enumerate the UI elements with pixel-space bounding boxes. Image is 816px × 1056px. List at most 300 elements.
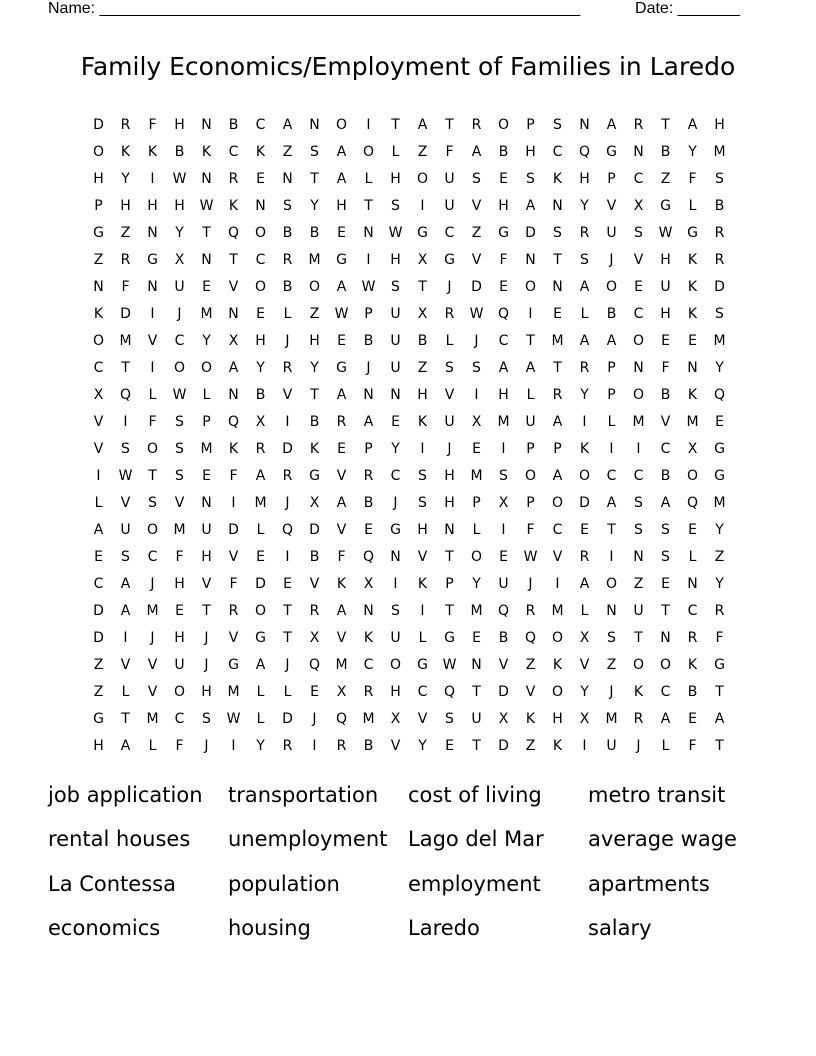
grid-letter[interactable]: G — [309, 468, 320, 484]
grid-letter[interactable]: R — [336, 738, 347, 754]
grid-letter[interactable]: O — [335, 117, 348, 133]
grid-letter[interactable]: L — [121, 684, 130, 700]
grid-letter[interactable]: G — [417, 657, 428, 673]
grid-letter[interactable]: E — [688, 333, 697, 349]
grid-letter[interactable]: O — [146, 522, 159, 538]
grid-letter[interactable]: I — [420, 603, 425, 619]
grid-letter[interactable]: R — [228, 171, 239, 187]
grid-letter[interactable]: N — [147, 225, 158, 241]
grid-letter[interactable]: C — [363, 657, 374, 673]
grid-letter[interactable]: E — [499, 279, 508, 295]
grid-letter[interactable]: X — [633, 198, 644, 214]
grid-letter[interactable]: H — [444, 468, 455, 484]
grid-letter[interactable]: M — [551, 333, 564, 349]
grid-letter[interactable]: J — [366, 360, 371, 376]
grid-letter[interactable]: Y — [310, 360, 319, 376]
grid-letter[interactable]: S — [526, 171, 535, 187]
grid-letter[interactable]: L — [283, 684, 292, 700]
grid-letter[interactable]: P — [364, 306, 373, 322]
grid-letter[interactable]: N — [444, 522, 455, 538]
grid-letter[interactable]: E — [715, 414, 724, 430]
grid-letter[interactable]: O — [308, 279, 321, 295]
grid-letter[interactable]: Y — [580, 198, 589, 214]
grid-letter[interactable]: V — [282, 387, 293, 403]
grid-letter[interactable]: S — [121, 549, 130, 565]
grid-letter[interactable]: M — [497, 414, 510, 430]
grid-letter[interactable]: F — [148, 414, 157, 430]
grid-letter[interactable]: K — [552, 171, 563, 187]
grid-letter[interactable]: P — [526, 495, 535, 511]
grid-letter[interactable]: C — [93, 576, 104, 592]
grid-letter[interactable]: S — [661, 549, 670, 565]
grid-letter[interactable]: Q — [119, 387, 132, 403]
grid-letter[interactable]: U — [444, 414, 455, 430]
grid-letter[interactable]: Z — [606, 657, 617, 673]
grid-letter[interactable]: C — [687, 603, 698, 619]
grid-letter[interactable]: J — [204, 657, 209, 673]
grid-letter[interactable]: I — [231, 495, 236, 511]
grid-letter[interactable]: T — [121, 360, 130, 376]
grid-letter[interactable]: O — [173, 684, 186, 700]
grid-letter[interactable]: A — [498, 360, 509, 376]
grid-letter[interactable]: Z — [471, 225, 482, 241]
grid-letter[interactable]: V — [201, 576, 212, 592]
grid-letter[interactable]: K — [687, 387, 698, 403]
grid-letter[interactable]: I — [636, 441, 641, 457]
grid-letter[interactable]: M — [686, 414, 699, 430]
grid-letter[interactable]: W — [172, 387, 187, 403]
grid-letter[interactable]: Y — [391, 441, 400, 457]
grid-letter[interactable]: E — [364, 522, 373, 538]
grid-letter[interactable]: N — [363, 387, 374, 403]
grid-letter[interactable]: T — [121, 711, 130, 727]
grid-letter[interactable]: J — [312, 711, 317, 727]
grid-letter[interactable]: V — [633, 252, 644, 268]
grid-letter[interactable]: K — [552, 657, 563, 673]
grid-letter[interactable]: B — [498, 144, 509, 160]
grid-letter[interactable]: L — [256, 522, 265, 538]
grid-letter[interactable]: C — [174, 333, 185, 349]
grid-letter[interactable]: C — [633, 468, 644, 484]
grid-letter[interactable]: R — [579, 549, 590, 565]
grid-letter[interactable]: N — [309, 117, 320, 133]
grid-letter[interactable]: S — [445, 360, 454, 376]
grid-letter[interactable]: T — [148, 468, 157, 484]
grid-letter[interactable]: E — [256, 549, 265, 565]
grid-letter[interactable]: B — [660, 144, 671, 160]
grid-letter[interactable]: F — [148, 117, 157, 133]
grid-letter[interactable]: N — [201, 117, 212, 133]
grid-letter[interactable]: L — [580, 603, 589, 619]
grid-letter[interactable]: D — [93, 630, 104, 646]
grid-letter[interactable]: R — [714, 225, 725, 241]
grid-letter[interactable]: H — [201, 549, 212, 565]
grid-letter[interactable]: J — [150, 630, 155, 646]
grid-letter[interactable]: R — [552, 387, 563, 403]
grid-letter[interactable]: X — [336, 684, 347, 700]
grid-letter[interactable]: V — [93, 414, 104, 430]
grid-letter[interactable]: J — [636, 738, 641, 754]
grid-letter[interactable]: R — [471, 117, 482, 133]
grid-letter[interactable]: K — [579, 441, 590, 457]
grid-letter[interactable]: N — [201, 171, 212, 187]
grid-letter[interactable]: H — [201, 684, 212, 700]
grid-letter[interactable]: C — [174, 711, 185, 727]
grid-letter[interactable]: Q — [362, 549, 375, 565]
grid-letter[interactable]: G — [687, 225, 698, 241]
grid-letter[interactable]: H — [660, 252, 671, 268]
grid-letter[interactable]: X — [390, 711, 401, 727]
grid-letter[interactable]: E — [94, 549, 103, 565]
grid-letter[interactable]: T — [391, 117, 400, 133]
grid-letter[interactable]: W — [172, 171, 187, 187]
grid-letter[interactable]: H — [309, 333, 320, 349]
grid-letter[interactable]: V — [525, 684, 536, 700]
grid-letter[interactable]: V — [444, 387, 455, 403]
grid-letter[interactable]: X — [309, 630, 320, 646]
grid-letter[interactable]: B — [309, 414, 320, 430]
grid-letter[interactable]: T — [472, 684, 481, 700]
grid-letter[interactable]: V — [660, 414, 671, 430]
grid-letter[interactable]: R — [363, 684, 374, 700]
grid-letter[interactable]: G — [93, 225, 104, 241]
grid-letter[interactable]: O — [659, 657, 672, 673]
grid-letter[interactable]: N — [363, 225, 374, 241]
grid-letter[interactable]: Y — [688, 144, 697, 160]
grid-letter[interactable]: S — [580, 252, 589, 268]
grid-letter[interactable]: D — [525, 225, 536, 241]
grid-letter[interactable]: Q — [524, 630, 537, 646]
grid-letter[interactable]: X — [228, 333, 239, 349]
grid-letter[interactable]: N — [552, 279, 563, 295]
grid-letter[interactable]: A — [93, 522, 104, 538]
grid-letter[interactable]: N — [228, 387, 239, 403]
grid-letter[interactable]: N — [201, 495, 212, 511]
grid-letter[interactable]: S — [391, 198, 400, 214]
grid-letter[interactable]: J — [609, 684, 614, 700]
grid-letter[interactable]: S — [607, 630, 616, 646]
grid-letter[interactable]: T — [445, 549, 454, 565]
grid-letter[interactable]: N — [228, 306, 239, 322]
grid-letter[interactable]: E — [175, 603, 184, 619]
grid-letter[interactable]: V — [471, 198, 482, 214]
grid-letter[interactable]: L — [94, 495, 103, 511]
grid-letter[interactable]: X — [255, 414, 266, 430]
grid-letter[interactable]: Y — [715, 360, 724, 376]
grid-letter[interactable]: A — [552, 468, 563, 484]
grid-letter[interactable]: B — [660, 468, 671, 484]
grid-letter[interactable]: A — [417, 117, 428, 133]
grid-letter[interactable]: O — [686, 468, 699, 484]
grid-letter[interactable]: N — [390, 549, 401, 565]
grid-letter[interactable]: D — [93, 603, 104, 619]
grid-letter[interactable]: P — [472, 495, 481, 511]
grid-letter[interactable]: A — [255, 468, 266, 484]
grid-letter[interactable]: F — [526, 522, 535, 538]
grid-letter[interactable]: S — [553, 225, 562, 241]
grid-letter[interactable]: K — [147, 144, 158, 160]
grid-letter[interactable]: M — [200, 441, 213, 457]
grid-letter[interactable]: T — [310, 171, 319, 187]
grid-letter[interactable]: N — [687, 360, 698, 376]
grid-letter[interactable]: H — [174, 576, 185, 592]
grid-letter[interactable]: L — [148, 738, 157, 754]
grid-letter[interactable]: H — [174, 117, 185, 133]
grid-letter[interactable]: I — [420, 441, 425, 457]
grid-letter[interactable]: A — [471, 144, 482, 160]
grid-letter[interactable]: I — [528, 306, 533, 322]
grid-letter[interactable]: N — [633, 360, 644, 376]
grid-letter[interactable]: N — [525, 252, 536, 268]
grid-letter[interactable]: J — [285, 657, 290, 673]
grid-letter[interactable]: T — [553, 252, 562, 268]
grid-letter[interactable]: X — [309, 495, 320, 511]
grid-letter[interactable]: S — [310, 144, 319, 160]
grid-letter[interactable]: I — [366, 117, 371, 133]
grid-letter[interactable]: V — [120, 657, 131, 673]
grid-letter[interactable]: S — [391, 603, 400, 619]
grid-letter[interactable]: X — [363, 576, 374, 592]
grid-letter[interactable]: L — [391, 144, 400, 160]
grid-letter[interactable]: A — [552, 414, 563, 430]
grid-letter[interactable]: S — [553, 117, 562, 133]
grid-letter[interactable]: Q — [281, 522, 294, 538]
grid-letter[interactable]: Y — [580, 684, 589, 700]
grid-letter[interactable]: A — [606, 117, 617, 133]
grid-letter[interactable]: U — [390, 630, 401, 646]
grid-letter[interactable]: Y — [121, 171, 130, 187]
grid-letter[interactable]: O — [551, 630, 564, 646]
grid-letter[interactable]: U — [444, 171, 455, 187]
grid-letter[interactable]: R — [579, 360, 590, 376]
grid-letter[interactable]: V — [552, 549, 563, 565]
grid-letter[interactable]: C — [147, 549, 158, 565]
grid-letter[interactable]: E — [391, 414, 400, 430]
grid-letter[interactable]: O — [416, 171, 429, 187]
grid-letter[interactable]: P — [526, 441, 535, 457]
grid-letter[interactable]: G — [93, 711, 104, 727]
grid-letter[interactable]: N — [363, 603, 374, 619]
grid-letter[interactable]: C — [660, 441, 671, 457]
grid-letter[interactable]: A — [336, 279, 347, 295]
grid-letter[interactable]: A — [579, 576, 590, 592]
grid-letter[interactable]: Y — [580, 387, 589, 403]
grid-letter[interactable]: N — [687, 576, 698, 592]
grid-letter[interactable]: R — [714, 603, 725, 619]
grid-letter[interactable]: R — [282, 738, 293, 754]
grid-letter[interactable]: Q — [686, 495, 699, 511]
grid-letter[interactable]: A — [120, 603, 131, 619]
grid-letter[interactable]: G — [660, 198, 671, 214]
grid-letter[interactable]: P — [526, 117, 535, 133]
grid-letter[interactable]: O — [632, 657, 645, 673]
grid-letter[interactable]: T — [202, 225, 211, 241]
grid-letter[interactable]: V — [228, 279, 239, 295]
grid-letter[interactable]: I — [474, 387, 479, 403]
grid-letter[interactable]: Z — [660, 171, 671, 187]
grid-letter[interactable]: Z — [633, 576, 644, 592]
grid-letter[interactable]: F — [337, 549, 346, 565]
grid-letter[interactable]: S — [418, 468, 427, 484]
grid-letter[interactable]: K — [201, 144, 212, 160]
grid-letter[interactable]: Q — [227, 225, 240, 241]
grid-letter[interactable]: M — [713, 495, 726, 511]
grid-letter[interactable]: X — [417, 306, 428, 322]
grid-letter[interactable]: H — [444, 495, 455, 511]
grid-letter[interactable]: N — [606, 603, 617, 619]
grid-letter[interactable]: K — [687, 252, 698, 268]
grid-letter[interactable]: F — [121, 279, 130, 295]
grid-letter[interactable]: L — [202, 387, 211, 403]
grid-letter[interactable]: T — [634, 630, 643, 646]
grid-letter[interactable]: O — [551, 495, 564, 511]
grid-letter[interactable]: D — [579, 495, 590, 511]
grid-letter[interactable]: W — [388, 225, 403, 241]
grid-letter[interactable]: T — [553, 360, 562, 376]
grid-letter[interactable]: M — [362, 711, 375, 727]
grid-letter[interactable]: K — [687, 279, 698, 295]
grid-letter[interactable]: R — [120, 252, 131, 268]
grid-letter[interactable]: D — [714, 279, 725, 295]
grid-letter[interactable]: H — [498, 387, 509, 403]
grid-letter[interactable]: A — [660, 711, 671, 727]
grid-letter[interactable]: S — [202, 711, 211, 727]
grid-letter[interactable]: W — [118, 468, 133, 484]
grid-letter[interactable]: U — [633, 603, 644, 619]
grid-letter[interactable]: W — [469, 306, 484, 322]
grid-letter[interactable]: S — [634, 495, 643, 511]
grid-letter[interactable]: A — [714, 711, 725, 727]
grid-letter[interactable]: O — [146, 441, 159, 457]
grid-letter[interactable]: E — [445, 738, 454, 754]
grid-letter[interactable]: Q — [578, 144, 591, 160]
grid-letter[interactable]: T — [283, 603, 292, 619]
grid-letter[interactable]: O — [632, 333, 645, 349]
grid-letter[interactable]: H — [660, 306, 671, 322]
grid-letter[interactable]: L — [148, 387, 157, 403]
grid-letter[interactable]: S — [715, 306, 724, 322]
grid-letter[interactable]: G — [228, 657, 239, 673]
grid-letter[interactable]: T — [202, 603, 211, 619]
grid-letter[interactable]: T — [445, 603, 454, 619]
grid-letter[interactable]: M — [335, 657, 348, 673]
grid-letter[interactable]: A — [336, 144, 347, 160]
grid-letter[interactable]: X — [417, 252, 428, 268]
grid-letter[interactable]: W — [442, 657, 457, 673]
grid-letter[interactable]: G — [444, 252, 455, 268]
grid-letter[interactable]: V — [417, 711, 428, 727]
grid-letter[interactable]: I — [150, 306, 155, 322]
grid-letter[interactable]: M — [713, 144, 726, 160]
grid-letter[interactable]: J — [447, 279, 452, 295]
grid-letter[interactable]: U — [174, 657, 185, 673]
grid-letter[interactable]: B — [660, 387, 671, 403]
grid-letter[interactable]: F — [499, 252, 508, 268]
grid-letter[interactable]: W — [226, 711, 241, 727]
grid-letter[interactable]: K — [687, 306, 698, 322]
grid-letter[interactable]: V — [606, 198, 617, 214]
grid-letter[interactable]: O — [254, 225, 267, 241]
grid-letter[interactable]: I — [609, 441, 614, 457]
grid-letter[interactable]: T — [607, 522, 616, 538]
grid-letter[interactable]: D — [255, 576, 266, 592]
grid-letter[interactable]: F — [688, 738, 697, 754]
grid-letter[interactable]: U — [120, 522, 131, 538]
grid-letter[interactable]: V — [93, 441, 104, 457]
grid-letter[interactable]: J — [150, 576, 155, 592]
grid-letter[interactable]: Z — [417, 144, 428, 160]
grid-letter[interactable]: A — [525, 198, 536, 214]
grid-letter[interactable]: J — [474, 333, 479, 349]
grid-letter[interactable]: A — [660, 495, 671, 511]
grid-letter[interactable]: J — [204, 738, 209, 754]
grid-letter[interactable]: A — [606, 333, 617, 349]
grid-letter[interactable]: U — [390, 306, 401, 322]
grid-letter[interactable]: O — [389, 657, 402, 673]
grid-letter[interactable]: V — [228, 549, 239, 565]
grid-letter[interactable]: O — [578, 468, 591, 484]
grid-letter[interactable]: S — [634, 225, 643, 241]
grid-letter[interactable]: C — [552, 522, 563, 538]
grid-letter[interactable]: V — [498, 657, 509, 673]
grid-letter[interactable]: A — [579, 333, 590, 349]
grid-letter[interactable]: U — [525, 414, 536, 430]
grid-letter[interactable]: W — [199, 198, 214, 214]
grid-letter[interactable]: C — [93, 360, 104, 376]
grid-letter[interactable]: F — [661, 360, 670, 376]
grid-letter[interactable]: B — [282, 225, 293, 241]
grid-letter[interactable]: D — [309, 522, 320, 538]
grid-letter[interactable]: H — [336, 198, 347, 214]
grid-letter[interactable]: R — [444, 306, 455, 322]
grid-letter[interactable]: M — [470, 468, 483, 484]
grid-letter[interactable]: X — [498, 711, 509, 727]
grid-letter[interactable]: R — [120, 117, 131, 133]
grid-letter[interactable]: O — [470, 549, 483, 565]
grid-letter[interactable]: J — [204, 630, 209, 646]
grid-letter[interactable]: G — [147, 252, 158, 268]
grid-letter[interactable]: A — [336, 387, 347, 403]
grid-letter[interactable]: G — [390, 522, 401, 538]
grid-letter[interactable]: Z — [93, 252, 104, 268]
grid-letter[interactable]: O — [497, 117, 510, 133]
grid-letter[interactable]: C — [444, 225, 455, 241]
grid-letter[interactable]: T — [229, 252, 238, 268]
grid-letter[interactable]: S — [499, 468, 508, 484]
grid-letter[interactable]: U — [471, 711, 482, 727]
grid-letter[interactable]: N — [282, 171, 293, 187]
grid-letter[interactable]: E — [256, 306, 265, 322]
grid-letter[interactable]: Q — [497, 306, 510, 322]
grid-letter[interactable]: E — [256, 171, 265, 187]
grid-letter[interactable]: O — [524, 468, 537, 484]
grid-letter[interactable]: Z — [417, 360, 428, 376]
grid-letter[interactable]: U — [444, 198, 455, 214]
grid-letter[interactable]: E — [337, 333, 346, 349]
grid-letter[interactable]: V — [336, 630, 347, 646]
grid-letter[interactable]: G — [714, 468, 725, 484]
grid-letter[interactable]: A — [363, 414, 374, 430]
grid-letter[interactable]: E — [283, 576, 292, 592]
grid-letter[interactable]: I — [366, 252, 371, 268]
grid-letter[interactable]: K — [687, 657, 698, 673]
grid-letter[interactable]: I — [420, 198, 425, 214]
grid-letter[interactable]: B — [606, 306, 617, 322]
grid-letter[interactable]: V — [417, 549, 428, 565]
grid-letter[interactable]: B — [309, 225, 320, 241]
grid-letter[interactable]: R — [363, 468, 374, 484]
grid-letter[interactable]: J — [528, 576, 533, 592]
